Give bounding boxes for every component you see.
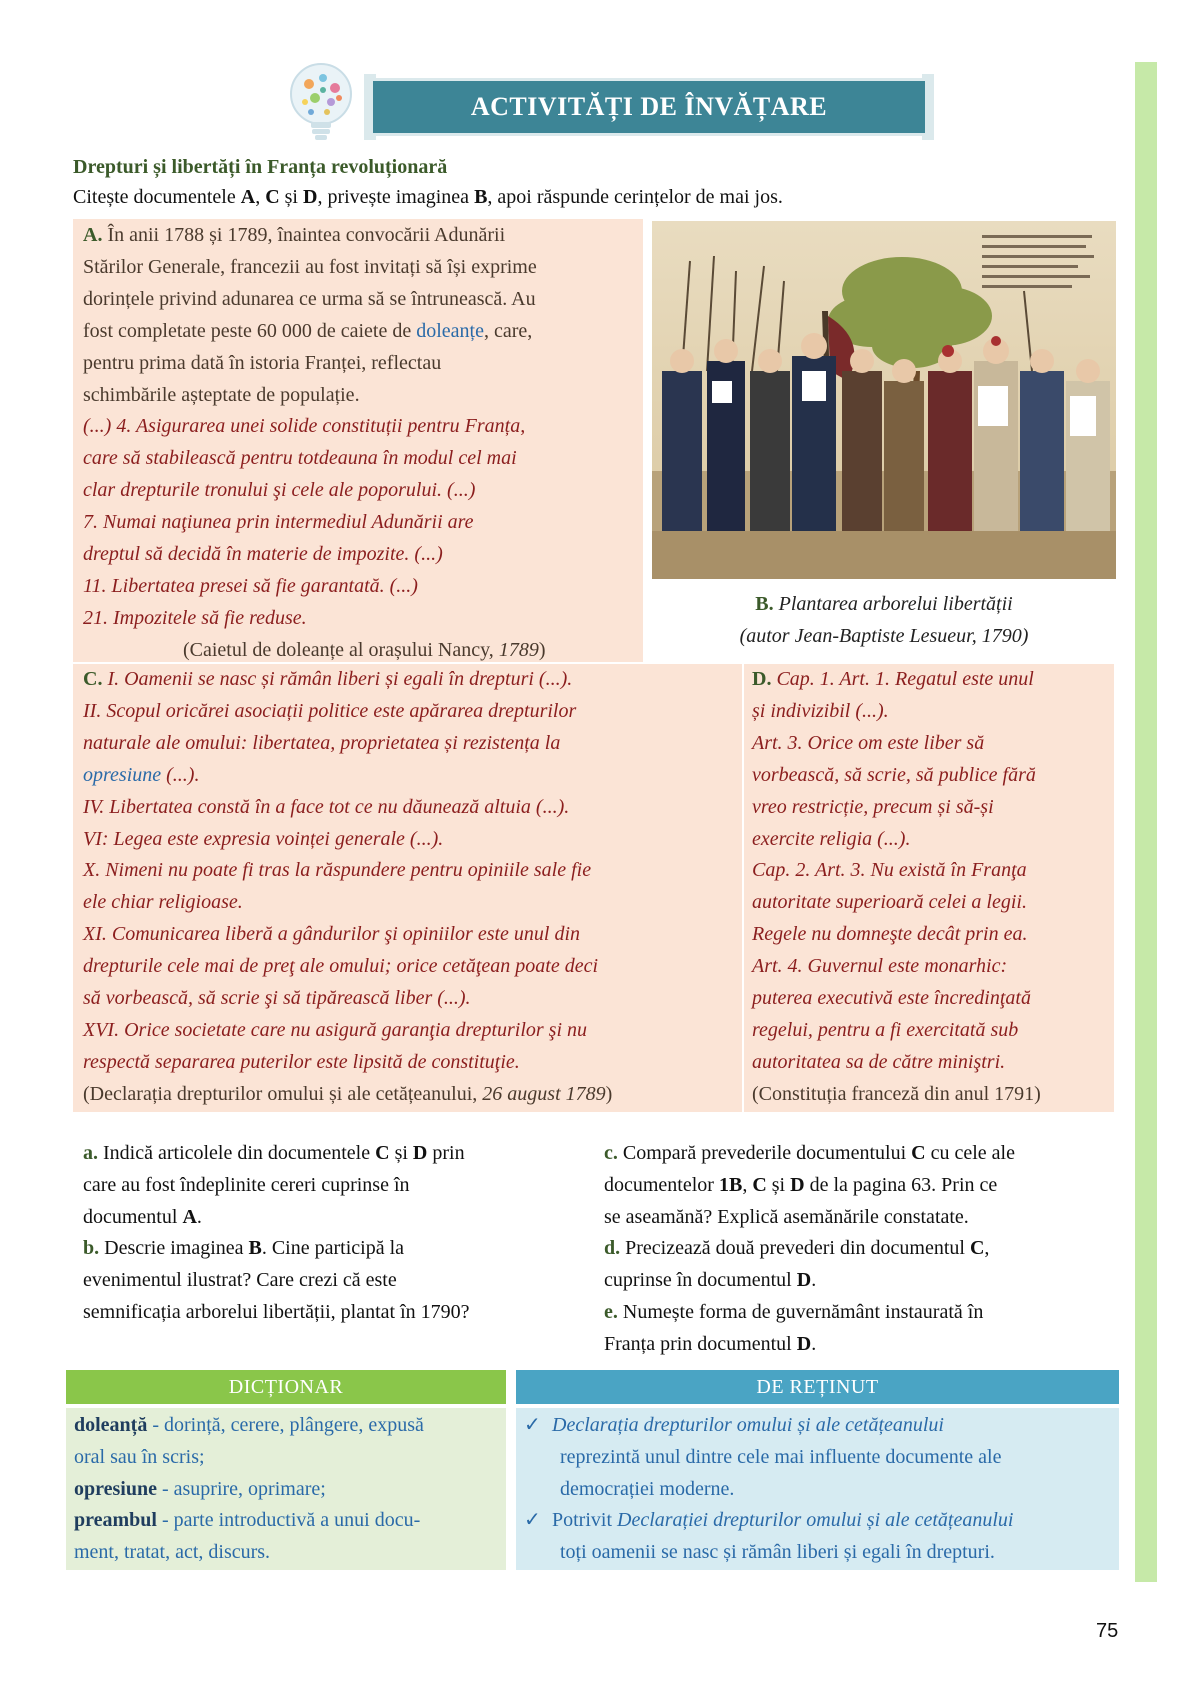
checkmark-icon: ✓ xyxy=(524,1414,541,1436)
image-b-caption: B. Plantarea arborelui libertății (autor Jean-Baptiste Lesueur, 1790) xyxy=(739,593,1029,647)
question-e: e. Numește forma de guvernământ instaurată în xyxy=(604,1300,984,1323)
checkmark-icon: ✓ xyxy=(524,1509,541,1532)
document-c-source: (Declarația drepturilor omului și ale cetățeanului, 26 august 1789) xyxy=(83,1082,613,1105)
questions-right: c. Compară prevederile documentului C cu cele ale documentelor 1B, C și D de la pagina 63. Prin ce se aseamănă? Explică asemănările constatate. d. Precizează două prevederi din documentul C, cuprinse în documentul D. e. Numește forma de guvernământ instaurată în Franța prin documentul D. xyxy=(604,1138,1124,1361)
dictionary-entry: opresiune - asuprire, oprimare; xyxy=(74,1477,326,1500)
document-d: D. Cap. 1. Art. 1. Regatul este unul și indivizibil (...). Art. 3. Orice om este liber să vorbească, să scrie, să publice fără vreo restricție, precum și să-și exercite religia (...). Cap. 2. Art. 3. Nu există în Franţa autoritate superioară celei a legii. Regele nu domneşte decât prin ea. Art. 4. Guvernul este monarhic: puterea executivă este încredinţată regelui, pentru a fi exercitată sub autoritatea sa de către miniştri. (Constituția franceză din anul 1791) xyxy=(744,664,1114,1112)
intro-text: Citește documentele A, C și D, privește imaginea B, apoi răspunde cerințelor de mai jos. xyxy=(73,186,783,208)
question-d: d. Precizează două prevederi din documentul C, xyxy=(604,1237,990,1260)
document-a-source: (Caietul de doleanțe al orașului Nancy, 1789) xyxy=(183,638,546,661)
dictionary-heading: DICȚIONAR xyxy=(66,1370,506,1404)
glossary-link-opresiune: opresiune xyxy=(83,763,162,786)
question-c: c. Compară prevederile documentului C cu cele ale xyxy=(604,1142,1015,1164)
question-b: b. Descrie imaginea B. Cine participă la xyxy=(83,1237,405,1260)
lightbulb-icon xyxy=(281,60,361,144)
document-d-source: (Constituția franceză din anul 1791) xyxy=(752,1082,1041,1105)
remember-box: ✓ Declarația drepturilor omului și ale cetățeanului reprezintă unul dintre cele mai influente documente ale democrației moderne. ✓ Potrivit Declarației drepturilor omului și ale cetățeanului toți oamenii se nasc și rămân liberi și egali în drepturi. xyxy=(516,1408,1119,1570)
remember-heading: DE REȚINUT xyxy=(516,1370,1119,1404)
dictionary-entry: doleanță - dorință, cerere, plângere, expusă xyxy=(74,1414,424,1436)
glossary-link-doleante: doleanțe xyxy=(416,319,484,342)
dictionary-box: doleanță - dorință, cerere, plângere, expusă oral sau în scris; opresiune - asuprire, oprimare; preambul - parte introductivă a unui docu- ment, tratat, act, discurs. xyxy=(66,1408,506,1570)
section-title: Drepturi și libertăți în Franța revoluționară xyxy=(73,156,448,178)
document-a: A. În anii 1788 și 1789, înaintea convocării Adunării Stărilor Generale, francezii au fost invitați să își exprime dorințele privind adunarea ce urma să se întrunească. Au fost completate peste 60 000 de caiete de doleanțe, care, pentru prima dată în istoria Franței, reflectau schimbările așteptate de populație. (...) 4. Asigurarea unei solide constituții pentru Franța, care să stabilească pentru totdeauna în modul cel mai clar drepturile tronului şi cele ale poporului. (...) 7. Numai naţiunea prin intermediul Adunării are dreptul să decidă în materie de impozite. (...) 11. Libertatea presei să fie garantată. (...) 21. Impozitele să fie reduse. (Caietul de doleanțe al orașului Nancy, 1789) xyxy=(73,219,643,662)
remember-item: ✓ Potrivit Declarației drepturilor omului și ale cetățeanului xyxy=(524,1505,1111,1537)
section-banner xyxy=(364,74,934,140)
page-number: 75 xyxy=(1096,1620,1119,1642)
banner-title: ACTIVITĂȚI DE ÎNVĂȚARE xyxy=(470,92,828,121)
painting-liberty-tree xyxy=(652,221,1116,579)
document-c: C. I. Oamenii se nasc și rămân liberi și egali în drepturi (...). II. Scopul oricărei asociații politice este apărarea drepturilor naturale ale omului: libertatea, proprietatea și rezistența la opresiune (...). IV. Libertatea constă în a face tot ce nu dăunează altuia (...). VI: Legea este expresia voinței generale (...). X. Nimeni nu poate fi tras la răspundere pentru opiniile sale fie ele chiar religioase. XI. Comunicarea liberă a gândurilor şi opiniilor este unul din drepturile cele mai de preţ ale omului; orice cetăţean poate deci să vorbească, să scrie şi să tipărească liber (...). XVI. Orice societate care nu asigură garanţia drepturilor şi nu respectă separarea puterilor este lipsită de constituţie. (Declarația drepturilor omului și ale cetățeanului, 26 august 1789) xyxy=(73,664,742,1112)
remember-item: ✓ Declarația drepturilor omului și ale cetățeanului xyxy=(524,1410,1111,1442)
question-a: a. Indică articolele din documentele C și D prin xyxy=(83,1142,465,1164)
side-color-bar xyxy=(1135,62,1157,1582)
questions-left: a. Indică articolele din documentele C și D prin care au fost îndeplinite cereri cuprinse în documentul A. b. Descrie imaginea B. Cine participă la evenimentul ilustrat? Care crezi că este semnificația arborelui libertății, plantat în 1790? xyxy=(83,1138,573,1329)
dictionary-entry: preambul - parte introductivă a unui docu- xyxy=(74,1509,421,1532)
